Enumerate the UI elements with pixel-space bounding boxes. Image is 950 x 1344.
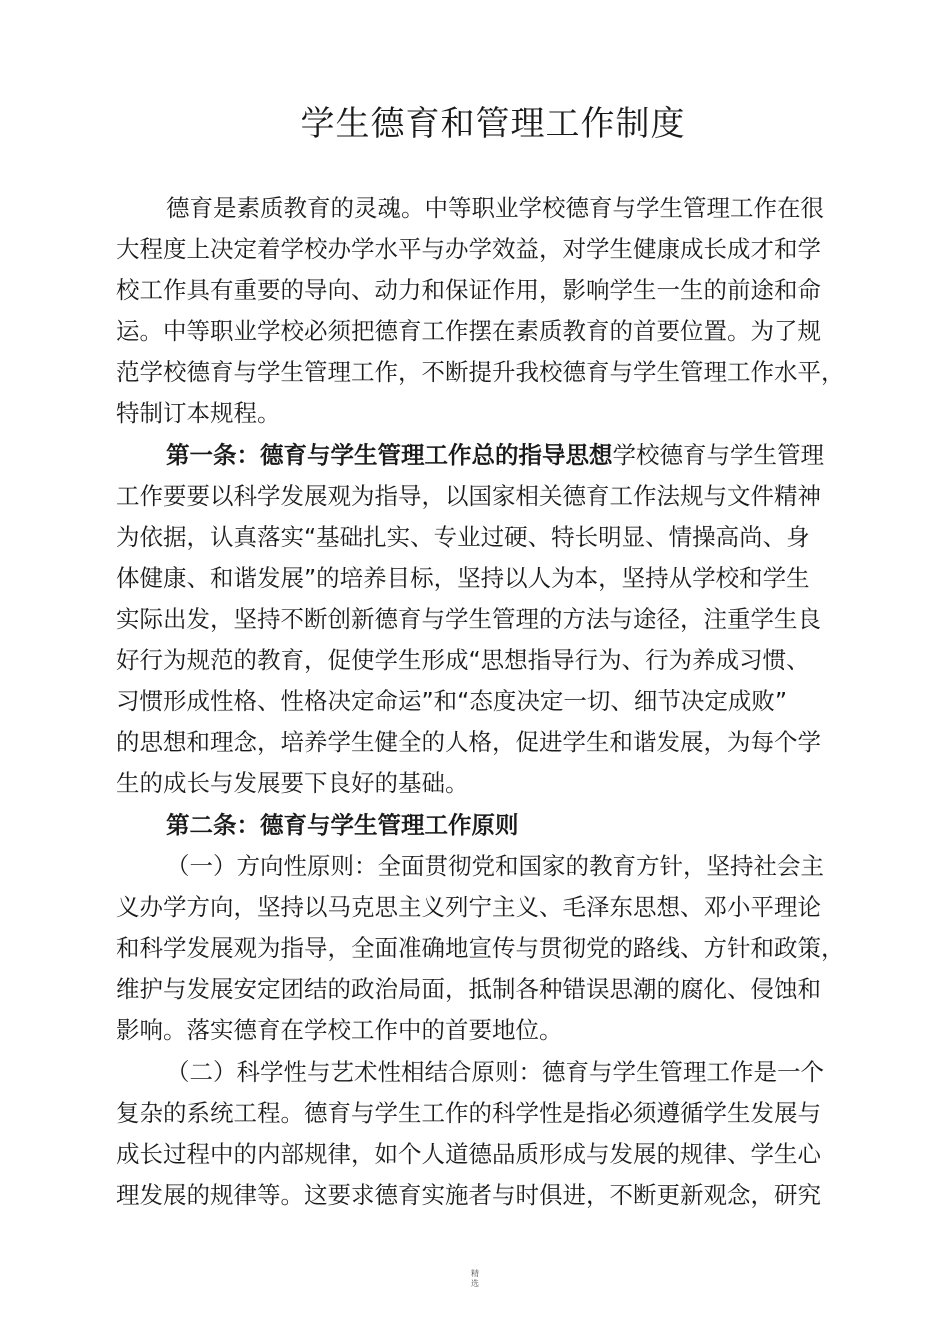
article1-line: 好行为规范的教育，促使学生形成“思想指导行为、行为养成习惯、 [116,646,810,674]
article1-first-line [166,440,824,470]
article1-line: 的思想和理念，培养学生健全的人格，促进学生和谐发展，为每个学 [116,728,821,756]
page-title: 学生德育和管理工作制度 [300,104,686,144]
article1-line: 为依据，认真落实“基础扎实、专业过硬、特长明显、情操高尚、身 [116,523,810,551]
footer-char: 精 [471,1269,479,1278]
principle1-line: （一）方向性原则：全面贯彻党和国家的教育方针，坚持社会主 [166,852,824,880]
intro-line: 运。中等职业学校必须把德育工作摆在素质教育的首要位置。为了规 [116,317,821,345]
article1-text: 学校德育与学生管理 [612,441,824,469]
article1-line: 体健康、和谐发展”的培养目标，坚持以人为本，坚持从学校和学生 [116,564,810,592]
article1-line: 习惯形成性格、性格决定命运”和“态度决定一切、细节决定成败” [116,687,788,715]
principle2-line: 复杂的系统工程。德育与学生工作的科学性是指必须遵循学生发展与 [116,1099,821,1127]
principle1-line: 义办学方向，坚持以马克思主义列宁主义、毛泽东思想、邓小平理论 [116,893,821,921]
article1-line: 实际出发，坚持不断创新德育与学生管理的方法与途径，注重学生良 [116,605,821,633]
intro-line: 大程度上决定着学校办学水平与办学效益，对学生健康成长成才和学 [116,235,821,263]
article1-line: 工作要要以科学发展观为指导，以国家相关德育工作法规与文件精神 [116,482,821,510]
article1-line: 生的成长与发展要下良好的基础。 [116,769,469,797]
article1-heading: 第一条：德育与学生管理工作总的指导思想 [166,441,613,469]
article2-heading: 第二条：德育与学生管理工作原则 [166,811,519,839]
footer-char: 选 [471,1279,479,1288]
principle1-line: 影响。落实德育在学校工作中的首要地位。 [116,1016,563,1044]
intro-line: 校工作具有重要的导向、动力和保证作用，影响学生一生的前途和命 [116,276,821,304]
principle2-line: 理发展的规律等。这要求德育实施者与时俱进，不断更新观念，研究 [116,1181,821,1209]
principle2-line: （二）科学性与艺术性相结合原则：德育与学生管理工作是一个 [166,1058,824,1086]
intro-line: 德育是素质教育的灵魂。中等职业学校德育与学生管理工作在很 [166,194,824,222]
intro-line: 范学校德育与学生管理工作，不断提升我校德育与学生管理工作水平， [116,358,845,386]
principle1-line: 维护与发展安定团结的政治局面，抵制各种错误思潮的腐化、侵蚀和 [116,975,821,1003]
intro-line: 特制订本规程。 [116,399,281,427]
principle1-line: 和科学发展观为指导，全面准确地宣传与贯彻党的路线、方针和政策， [116,934,845,962]
principle2-line: 成长过程中的内部规律，如个人道德品质形成与发展的规律、学生心 [116,1140,821,1168]
